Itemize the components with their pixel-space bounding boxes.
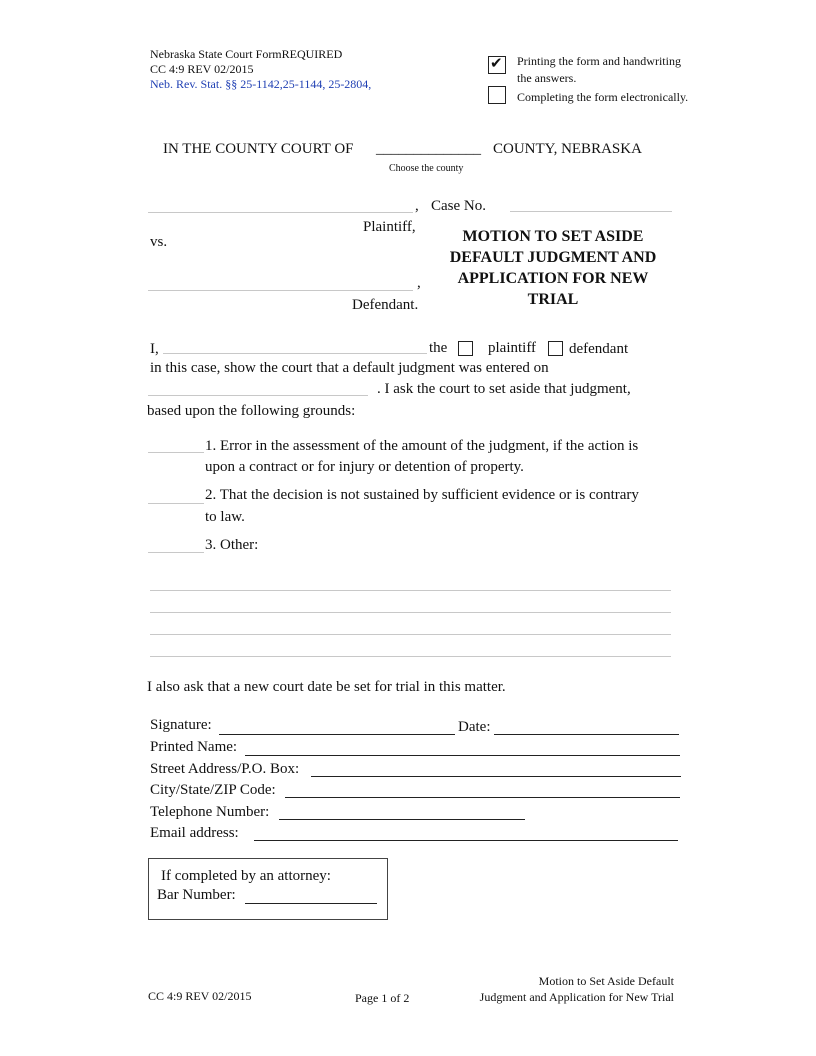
- other-reason-line[interactable]: [150, 590, 671, 591]
- signature-field[interactable]: [219, 734, 455, 735]
- ground-1-field[interactable]: [148, 452, 204, 453]
- plaintiff-option-label: plaintiff: [488, 340, 537, 356]
- title-line: TRIAL: [527, 291, 579, 308]
- print-handwrite-label: Printing the form and handwriting: [517, 54, 681, 68]
- county-hint: Choose the county: [389, 163, 464, 174]
- body-line-4: based upon the following grounds:: [147, 403, 356, 419]
- statute-link[interactable]: Neb. Rev. Stat. §§ 25-1142,25-1144, 25-2804,: [150, 77, 372, 91]
- court-suffix: COUNTY, NEBRASKA: [493, 141, 642, 157]
- defendant-checkbox[interactable]: [548, 341, 563, 356]
- ground-3-field[interactable]: [148, 552, 204, 553]
- plaintiff-name-field[interactable]: [148, 212, 413, 213]
- judgment-date-field[interactable]: [148, 395, 368, 396]
- body-line-2: in this case, show the court that a default judgment was entered on: [150, 360, 549, 376]
- bar-number-label: Bar Number:: [157, 887, 236, 903]
- bar-number-field[interactable]: [245, 903, 377, 904]
- footer-page-number: Page 1 of 2: [355, 991, 410, 1005]
- printed-name-field[interactable]: [245, 755, 680, 756]
- other-reason-line[interactable]: [150, 656, 671, 657]
- electronic-checkbox[interactable]: [488, 86, 506, 104]
- defendant-comma: ,: [417, 275, 421, 291]
- plaintiff-comma: ,: [415, 198, 419, 214]
- ground-2-field[interactable]: [148, 503, 204, 504]
- ground-1-text-cont: upon a contract or for injury or detention of property.: [205, 459, 524, 475]
- movant-name-field[interactable]: [163, 353, 427, 354]
- new-trial-request: I also ask that a new court date be set for trial in this matter.: [147, 679, 506, 695]
- case-no-label: Case No.: [431, 198, 486, 214]
- street-address-field[interactable]: [311, 776, 681, 777]
- case-no-field[interactable]: [510, 211, 672, 212]
- defendant-label: Defendant.: [352, 297, 419, 313]
- defendant-name-field[interactable]: [148, 290, 413, 291]
- footer-form-code: CC 4:9 REV 02/2015: [148, 989, 252, 1003]
- ground-3-text: 3. Other:: [205, 537, 259, 553]
- other-reason-line[interactable]: [150, 634, 671, 635]
- ground-1-text: 1. Error in the assessment of the amount of the judgment, if the action is: [205, 438, 639, 454]
- city-state-zip-label: City/State/ZIP Code:: [150, 782, 276, 798]
- print-handwrite-checkbox[interactable]: [488, 56, 506, 74]
- email-label: Email address:: [150, 825, 239, 841]
- attorney-heading: If completed by an attorney:: [161, 868, 331, 884]
- county-select[interactable]: ______________: [376, 141, 481, 157]
- city-state-zip-field[interactable]: [285, 797, 680, 798]
- court-prefix: IN THE COUNTY COURT OF: [163, 141, 354, 157]
- plaintiff-label: Plaintiff,: [363, 219, 416, 235]
- defendant-option-label: defendant: [569, 341, 629, 357]
- signature-label: Signature:: [150, 717, 212, 733]
- ground-2-text: 2. That the decision is not sustained by sufficient evidence or is contrary: [205, 487, 639, 503]
- checkmark-icon: ✔: [490, 54, 503, 72]
- telephone-field[interactable]: [279, 819, 525, 820]
- document-title: [432, 226, 674, 310]
- telephone-label: Telephone Number:: [150, 804, 270, 820]
- print-handwrite-label-cont: the answers.: [517, 71, 577, 85]
- other-reason-line[interactable]: [150, 612, 671, 613]
- ground-2-text-cont: to law.: [205, 509, 245, 525]
- printed-name-label: Printed Name:: [150, 739, 238, 755]
- body-line-3: . I ask the court to set aside that judgment,: [377, 381, 631, 397]
- footer-title-line-2: Judgment and Application for New Trial: [479, 990, 674, 1004]
- date-label: Date:: [458, 719, 491, 735]
- attorney-info-box: [148, 858, 388, 920]
- plaintiff-checkbox[interactable]: [458, 341, 473, 356]
- vs-label: vs.: [150, 234, 168, 250]
- title-line: DEFAULT JUDGMENT AND: [449, 249, 657, 266]
- the-label: the: [429, 340, 448, 356]
- date-field[interactable]: [494, 734, 679, 735]
- footer-title-line-1: Motion to Set Aside Default: [538, 974, 674, 988]
- title-line: APPLICATION FOR NEW: [457, 270, 649, 287]
- form-code: CC 4:9 REV 02/2015: [150, 62, 254, 76]
- email-field[interactable]: [254, 840, 678, 841]
- title-line: MOTION TO SET ASIDE: [462, 228, 644, 245]
- form-source: Nebraska State Court FormREQUIRED: [150, 47, 343, 61]
- i-label: I,: [150, 341, 159, 357]
- electronic-label: Completing the form electronically.: [517, 90, 689, 104]
- street-address-label: Street Address/P.O. Box:: [150, 761, 300, 777]
